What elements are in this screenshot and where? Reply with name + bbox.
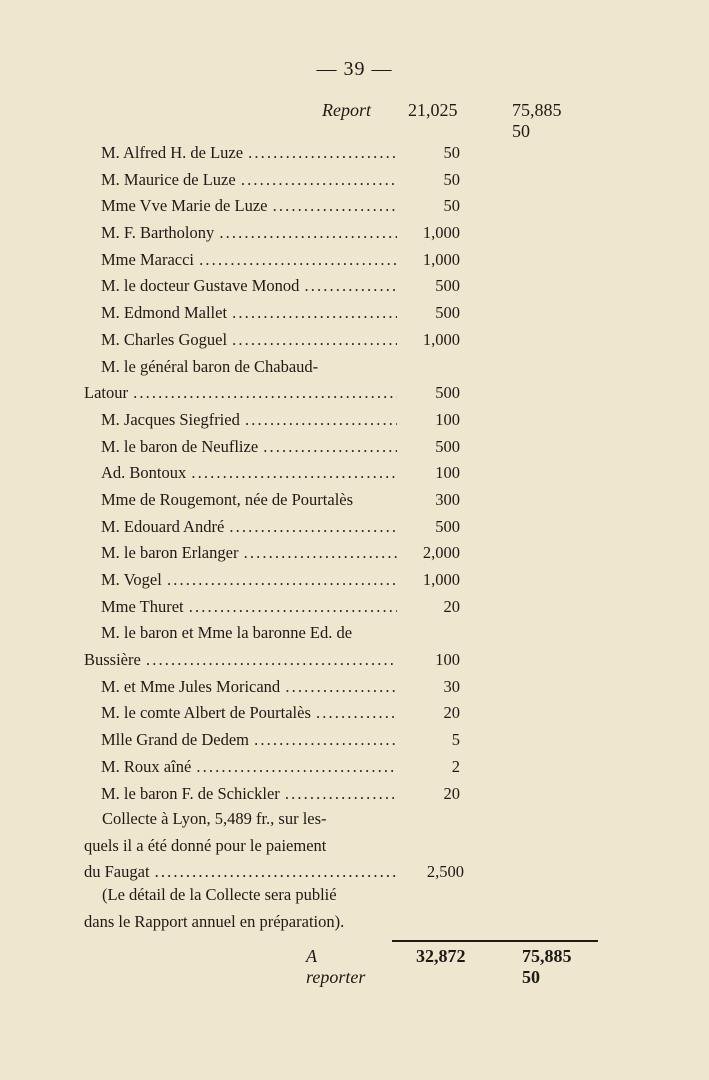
- donor-name: M. Jacques Siegfried: [101, 409, 240, 429]
- donor-amount: 1,000: [422, 329, 460, 349]
- donor-entry: [0, 727, 709, 754]
- donor-name: M. le comte Albert de Pourtalès: [101, 703, 311, 723]
- donor-entry: [0, 273, 709, 300]
- donor-name: M. le docteur Gustave Monod: [101, 276, 300, 296]
- carry-total: 75,885 50: [522, 946, 572, 987]
- donor-name: M. Charles Goguel: [101, 329, 228, 349]
- donor-entry: [0, 193, 709, 220]
- donor-name: M. Edmond Mallet: [101, 303, 228, 323]
- donor-name: M. Vogel: [101, 570, 162, 589]
- donor-amount: 1,000: [422, 223, 460, 243]
- donor-amount: 100: [435, 463, 460, 483]
- donor-entry: [0, 380, 709, 407]
- donor-amount: 100: [435, 650, 460, 670]
- donor-name: M. le baron F. de Schickler: [101, 783, 280, 803]
- donor-entry: [0, 620, 709, 647]
- donor-entry: [0, 567, 709, 594]
- donor-entry: [0, 140, 709, 167]
- donor-amount: 1,000: [422, 570, 460, 589]
- donor-list: [0, 140, 709, 807]
- donor-entry: [0, 434, 709, 461]
- donor-entry: [0, 354, 709, 381]
- donor-name: Mme Thuret: [101, 596, 184, 616]
- donor-amount: 100: [435, 409, 460, 429]
- donor-amount: 50: [443, 169, 460, 189]
- donor-name: M. le baron et Mme la baronne Ed. de: [101, 623, 353, 643]
- donor-name: M. le général baron de Chabaud-: [101, 356, 319, 376]
- donor-amount: 20: [443, 596, 460, 616]
- donor-entry: [0, 594, 709, 621]
- donor-name: Mme Maracci: [101, 249, 194, 269]
- donor-amount: 500: [435, 383, 460, 403]
- collecte-amount: 2,500: [426, 862, 464, 881]
- donor-entry: [0, 327, 709, 354]
- donor-entry: [0, 300, 709, 327]
- carry-label: A reporter: [306, 946, 366, 987]
- donor-name: M. le baron de Neuflize: [101, 436, 259, 456]
- donor-entry: [0, 167, 709, 194]
- donor-name: M. Maurice de Luze: [101, 169, 236, 189]
- donor-amount: 500: [435, 516, 460, 536]
- donor-name: M. le baron Erlanger: [101, 543, 239, 563]
- donor-entry: [0, 460, 709, 487]
- donor-amount: 30: [443, 676, 460, 696]
- donor-name: Mme de Rougemont, née de Pourtalès: [101, 489, 354, 509]
- total-rule: [392, 940, 598, 942]
- donor-name: M. F. Bartholony: [101, 223, 215, 243]
- donor-entry: [0, 514, 709, 541]
- donor-name: Mme Vve Marie de Luze: [101, 196, 268, 216]
- report-label: Report: [322, 100, 371, 120]
- collecte-line: quels il a été donné pour le paiement: [84, 835, 327, 855]
- donor-name: M. Roux aîné: [101, 756, 192, 776]
- donor-name: M. Alfred H. de Luze: [101, 143, 244, 162]
- donor-amount: 500: [435, 303, 460, 323]
- donor-entry: [0, 220, 709, 247]
- donor-entry: [0, 647, 709, 674]
- donor-amount: 50: [443, 196, 460, 216]
- report-subtotal: 21,025: [408, 100, 458, 120]
- donor-amount: 20: [443, 783, 460, 803]
- donor-amount: 5: [451, 730, 460, 750]
- donor-name: Latour: [84, 383, 128, 403]
- donor-entry: [0, 540, 709, 567]
- page-number: — 39 —: [316, 58, 393, 80]
- donor-entry: [0, 674, 709, 701]
- donor-name: Bussière: [84, 650, 141, 670]
- donor-amount: 50: [443, 143, 460, 162]
- donor-amount: 500: [435, 436, 460, 456]
- donor-name: Ad. Bontoux: [101, 463, 187, 483]
- donor-entry: [0, 781, 709, 808]
- donor-entry: [0, 754, 709, 781]
- note-line: (Le détail de la Collecte sera publié: [102, 885, 337, 904]
- report-total: 75,885 50: [512, 100, 562, 141]
- donor-amount: 20: [443, 703, 460, 723]
- donor-entry: [0, 407, 709, 434]
- donor-name: M. et Mme Jules Moricand: [101, 676, 281, 696]
- donor-entry: [0, 247, 709, 274]
- donor-name: M. Edouard André: [101, 516, 225, 536]
- carry-subtotal: 32,872: [416, 946, 466, 966]
- donor-amount: 1,000: [422, 249, 460, 269]
- note-paragraph: [84, 882, 424, 935]
- note-line: dans le Rapport annuel en préparation).: [84, 911, 345, 931]
- donor-entry: [0, 700, 709, 727]
- donor-name: Mlle Grand de Dedem: [101, 730, 249, 750]
- donor-amount: 2,000: [422, 543, 460, 563]
- donor-entry: [0, 487, 709, 514]
- collecte-line: du Faugat: [84, 862, 150, 881]
- donor-amount: 2: [451, 756, 460, 776]
- donor-amount: 500: [435, 276, 460, 296]
- collecte-line: Collecte à Lyon, 5,489 fr., sur les-: [102, 809, 327, 828]
- donor-amount: 300: [435, 489, 460, 509]
